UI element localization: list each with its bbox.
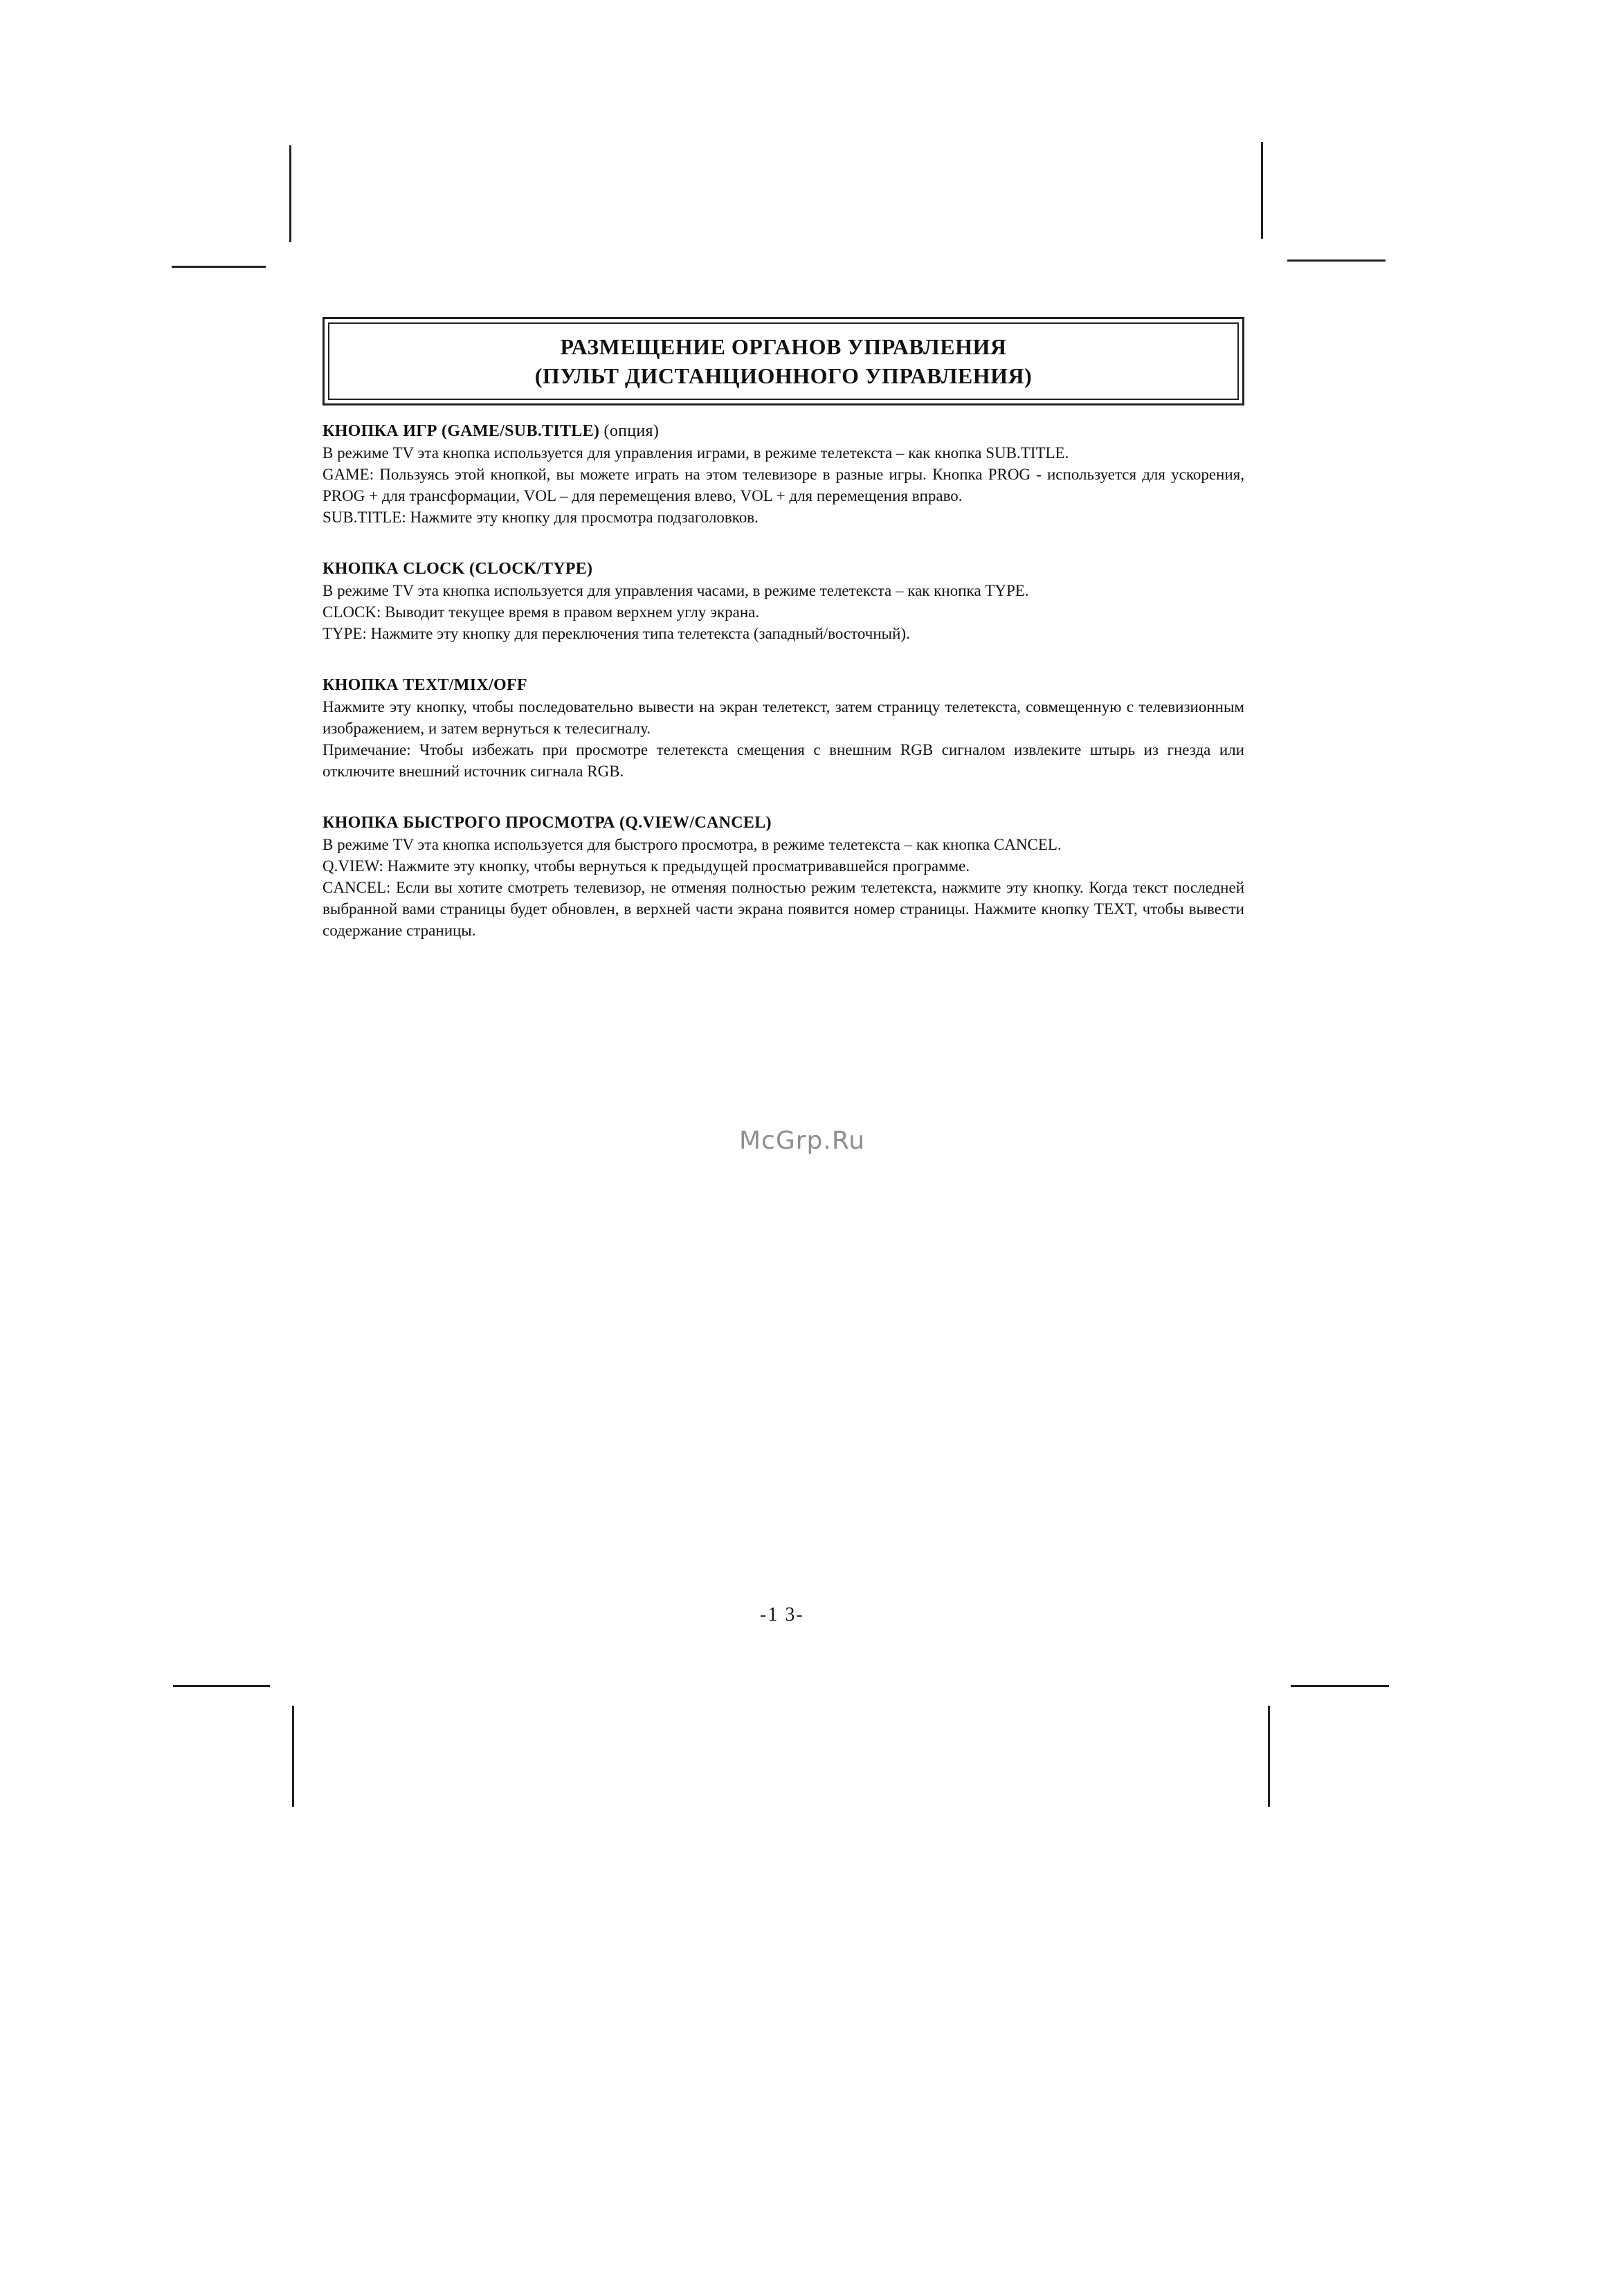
page-number: -1 3- bbox=[760, 1604, 804, 1625]
section-heading: КНОПКА CLOCK (CLOCK/TYPE) bbox=[323, 560, 593, 578]
section-heading: КНОПКА ИГР (GAME/SUB.TITLE) (опция) bbox=[323, 422, 660, 440]
paragraph: Нажмите эту кнопку, чтобы последовательно вывести на экран телетекст, затем страницу телетекста, совмещенную с телевизионным изображением, и затем вернуться к телесигналу. bbox=[323, 698, 1244, 737]
paragraph: В режиме TV эта кнопка используется для управления часами, в режиме телетекста – как кнопка TYPE. bbox=[323, 582, 1029, 599]
watermark: McGrp.Ru bbox=[739, 1127, 866, 1155]
page-title: РАЗМЕЩЕНИЕ ОРГАНОВ УПРАВЛЕНИЯ bbox=[560, 334, 1007, 359]
paragraph: CANCEL: Если вы хотите смотреть телевизор, не отменяя полностью режим телетекста, нажмите эту кнопку. Когда текст последней выбранной вами страницы будет обновлен, в верхней части экрана появится номер страницы. Нажмите кнопку TEXT, чтобы вывести содержание страницы. bbox=[323, 879, 1244, 939]
section-text-button bbox=[323, 675, 1244, 782]
title-inner-frame bbox=[328, 322, 1239, 400]
section-qview-button bbox=[323, 812, 1244, 941]
page-content bbox=[323, 317, 1244, 941]
crop-mark-bottom-left-horizontal bbox=[173, 1685, 270, 1687]
title-frame bbox=[323, 317, 1244, 406]
section-clock-button bbox=[323, 558, 1244, 644]
crop-mark-bottom-right-horizontal bbox=[1291, 1685, 1389, 1687]
paragraph: TYPE: Нажмите эту кнопку для переключения типа телетекста (западный/восточный). bbox=[323, 625, 910, 642]
paragraph: CLOCK: Выводит текущее время в правом верхнем углу экрана. bbox=[323, 603, 760, 621]
page-subtitle: (ПУЛЬТ ДИСТАНЦИОННОГО УПРАВЛЕНИЯ) bbox=[534, 363, 1033, 388]
paragraph: SUB.TITLE: Нажмите эту кнопку для просмотра подзаголовков. bbox=[323, 509, 759, 526]
crop-mark-bottom-left-vertical bbox=[292, 1706, 294, 1807]
paragraph: Q.VIEW: Нажмите эту кнопку, чтобы вернуться к предыдущей просматривавшейся программе. bbox=[323, 857, 970, 875]
crop-mark-top-right-horizontal bbox=[1287, 259, 1386, 262]
paragraph: Примечание: Чтобы избежать при просмотре телетекста смещения с внешним RGB сигналом извлеките штырь из гнезда или отключите внешний источник сигнала RGB. bbox=[323, 741, 1244, 780]
heading-option-note: (опция) bbox=[603, 422, 660, 440]
crop-mark-top-left-horizontal bbox=[172, 266, 266, 268]
section-heading: КНОПКА TEXT/MIX/OFF bbox=[323, 676, 527, 694]
section-heading: КНОПКА БЫСТРОГО ПРОСМОТРА (Q.VIEW/CANCEL) bbox=[323, 814, 772, 832]
crop-mark-top-left-vertical bbox=[289, 145, 291, 242]
paragraph: В режиме TV эта кнопка используется для быстрого просмотра, в режиме телетекста – как кнопка CANCEL. bbox=[323, 836, 1062, 853]
paragraph: В режиме TV эта кнопка используется для управления играми, в режиме телетекста – как кнопка SUB.TITLE. bbox=[323, 444, 1069, 462]
paragraph: GAME: Пользуясь этой кнопкой, вы можете играть на этом телевизоре в разные игры. Кнопка PROG - используется для ускорения, PROG + для трансформации, VOL – для перемещения влево, VOL + для перемещения вправо. bbox=[323, 466, 1244, 504]
crop-mark-top-right-vertical bbox=[1261, 142, 1263, 239]
crop-mark-bottom-right-vertical bbox=[1268, 1706, 1270, 1807]
section-game-button bbox=[323, 421, 1244, 528]
